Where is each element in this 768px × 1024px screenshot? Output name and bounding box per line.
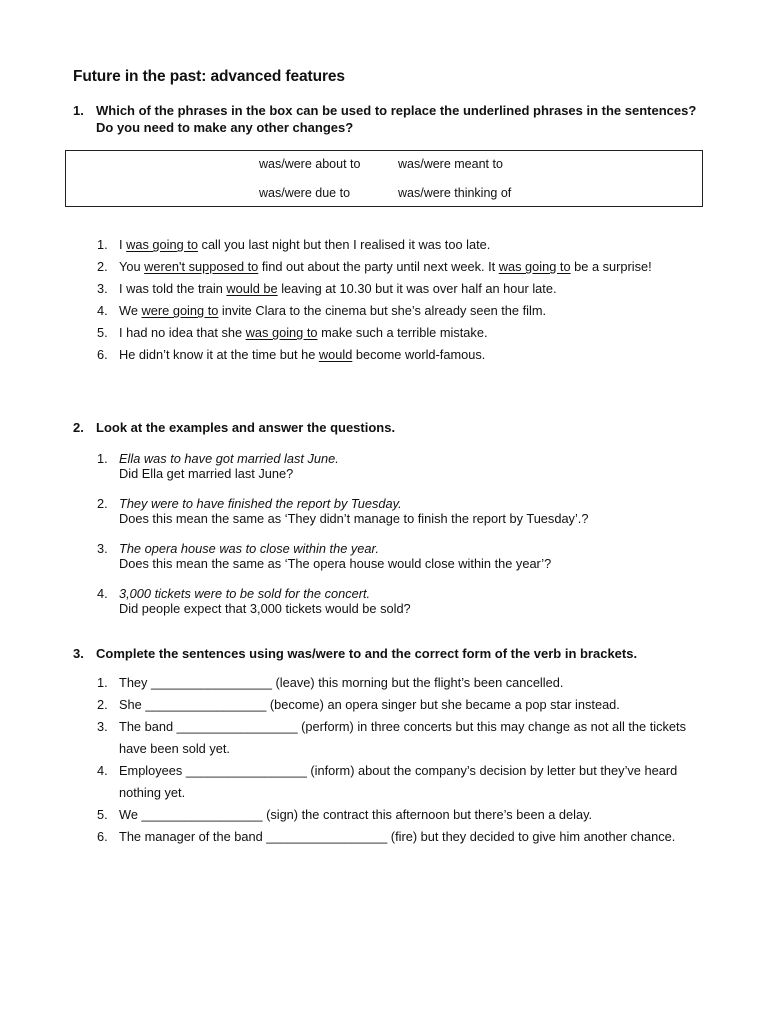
section-3-heading — [73, 645, 698, 662]
item-number: 1. — [97, 237, 108, 252]
page-title: Future in the past: advanced features — [73, 68, 345, 85]
example-item — [97, 586, 697, 616]
sentence-text: invite Clara to the cinema but she’s already seen the film. — [218, 303, 547, 318]
underlined-phrase: were going to — [141, 303, 219, 318]
sentence-text: I was told the train — [119, 281, 227, 296]
gap-fill-sentence: They _________________ (leave) this morning but the flight’s been cancelled. — [119, 675, 564, 690]
gap-fill-item — [97, 760, 697, 804]
sentence-text: be a surprise! — [570, 259, 652, 274]
item-number: 4. — [97, 303, 108, 318]
example-sentence: 3,000 tickets were to be sold for the concert. — [119, 586, 371, 601]
underlined-phrase: was going to — [245, 325, 318, 340]
sentence-text: I had no idea that she — [119, 325, 246, 340]
gap-fill-sentence: She _________________ (become) an opera singer but she became a pop star instead. — [119, 697, 620, 712]
sentence-text: call you last night but then I realised it was too late. — [197, 237, 491, 252]
sentence-text: We — [119, 303, 142, 318]
phrase-box-item: was/were due to — [259, 186, 351, 200]
item-number: 3. — [97, 719, 108, 734]
sentence-item — [97, 322, 697, 344]
section-1-heading — [73, 102, 698, 136]
question-text: Does this mean the same as ‘They didn’t manage to finish the report by Tuesday’.? — [119, 511, 589, 526]
phrase-box-item: was/were about to — [259, 157, 361, 171]
section-2-list — [97, 451, 697, 631]
gap-fill-item — [97, 694, 697, 716]
section-instruction: Which of the phrases in the box can be used to replace the underlined phrases in the sentences? Do you need to make any other changes? — [96, 103, 697, 135]
sentence-text: I — [119, 237, 127, 252]
example-item — [97, 496, 697, 526]
item-number: 4. — [97, 763, 108, 778]
sentence-text: make such a terrible mistake. — [317, 325, 488, 340]
phrase-box-item: was/were meant to — [398, 157, 503, 171]
sentence-text: become world-famous. — [352, 347, 486, 362]
section-3-list — [97, 672, 697, 848]
underlined-phrase: was going to — [498, 259, 571, 274]
example-sentence: Ella was to have got married last June. — [119, 451, 339, 466]
underlined-phrase: was going to — [126, 237, 198, 252]
gap-fill-item — [97, 716, 697, 760]
underlined-phrase: would — [318, 347, 353, 362]
item-number: 6. — [97, 347, 108, 362]
section-instruction: Complete the sentences using was/were to and the correct form of the verb in brackets. — [96, 646, 638, 661]
question-text: Does this mean the same as ‘The opera house would close within the year’? — [119, 556, 552, 571]
sentence-item — [97, 300, 697, 322]
phrase-box-item: was/were thinking of — [398, 186, 512, 200]
sentence-item — [97, 256, 697, 278]
item-number: 2. — [97, 496, 108, 511]
sentence-item — [97, 344, 697, 366]
section-number: 3. — [73, 646, 84, 661]
gap-fill-sentence: We _________________ (sign) the contract this afternoon but there’s been a delay. — [119, 807, 593, 822]
sentence-text: find out about the party until next week. It — [258, 259, 499, 274]
item-number: 4. — [97, 586, 108, 601]
underlined-phrase: would be — [226, 281, 278, 296]
sentence-item — [97, 234, 697, 256]
gap-fill-sentence: The manager of the band _________________ (fire) but they decided to give him another chance. — [119, 829, 676, 844]
underlined-phrase: weren't supposed to — [144, 259, 259, 274]
item-number: 3. — [97, 541, 108, 556]
example-sentence: The opera house was to close within the year. — [119, 541, 379, 556]
gap-fill-item — [97, 672, 697, 694]
item-number: 5. — [97, 325, 108, 340]
gap-fill-item — [97, 826, 697, 848]
question-text: Did Ella get married last June? — [119, 466, 294, 481]
item-number: 6. — [97, 829, 108, 844]
example-sentence: They were to have finished the report by Tuesday. — [119, 496, 402, 511]
item-number: 1. — [97, 451, 108, 466]
example-item — [97, 451, 697, 481]
sentence-text: You — [119, 259, 145, 274]
item-number: 5. — [97, 807, 108, 822]
section-1-list — [97, 234, 697, 366]
item-number: 3. — [97, 281, 108, 296]
example-item — [97, 541, 697, 571]
phrase-box — [65, 150, 703, 207]
sentence-text: leaving at 10.30 but it was over half an hour late. — [277, 281, 557, 296]
section-number: 1. — [73, 103, 84, 118]
section-number: 2. — [73, 420, 84, 435]
question-text: Did people expect that 3,000 tickets would be sold? — [119, 601, 411, 616]
gap-fill-sentence: Employees _________________ (inform) about the company’s decision by letter but they’ve heard nothing yet. — [119, 763, 678, 800]
item-number: 2. — [97, 697, 108, 712]
sentence-text: He didn’t know it at the time but he — [119, 347, 319, 362]
item-number: 1. — [97, 675, 108, 690]
item-number: 2. — [97, 259, 108, 274]
section-instruction: Look at the examples and answer the questions. — [96, 420, 396, 435]
gap-fill-item — [97, 804, 697, 826]
sentence-item — [97, 278, 697, 300]
gap-fill-sentence: The band _________________ (perform) in three concerts but this may change as not all the tickets have been sold yet. — [119, 719, 686, 756]
section-2-heading — [73, 419, 698, 436]
